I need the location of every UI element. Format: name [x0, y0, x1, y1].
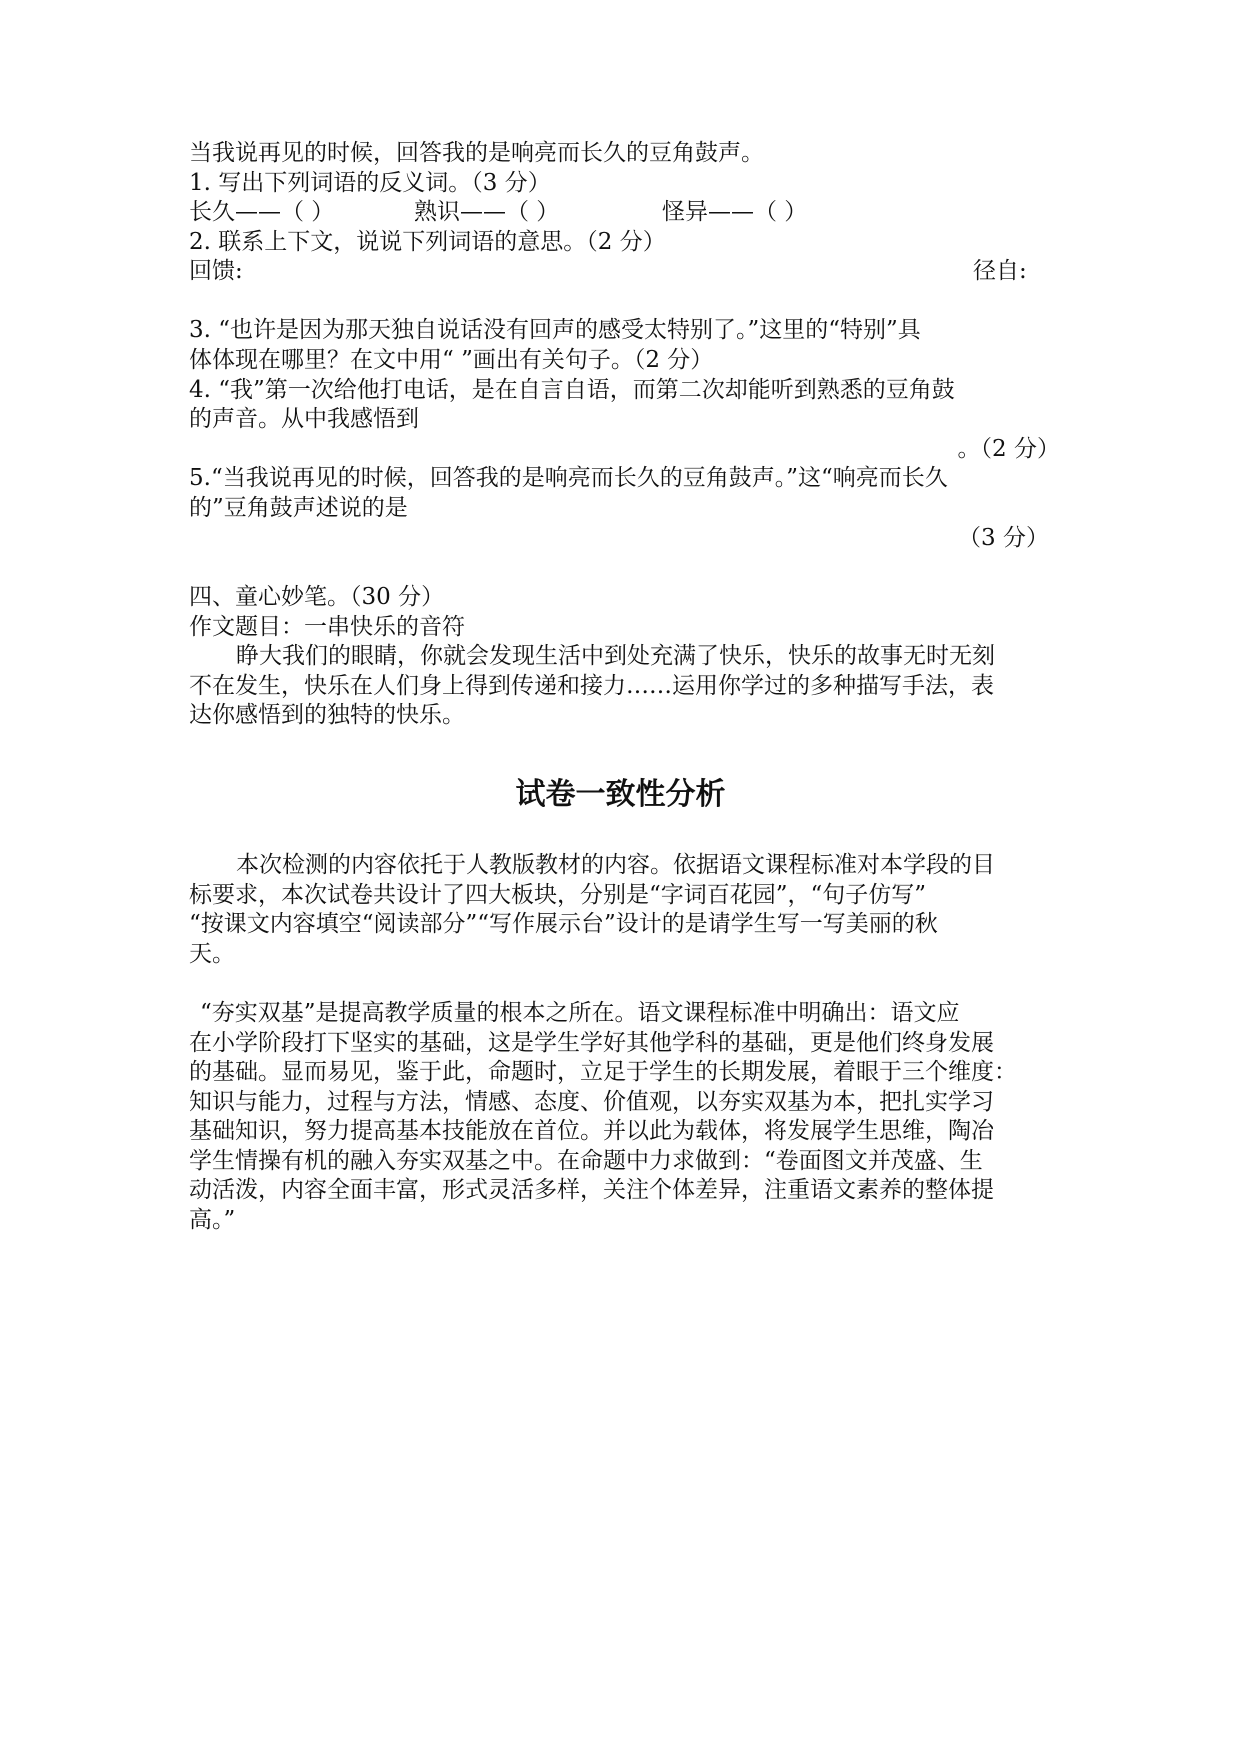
question-4-line-1: 4. “我”第一次给他打电话，是在自言自语，而第二次却能听到熟悉的豆角鼓: [189, 377, 955, 403]
word-huikui: 回馈:: [189, 258, 243, 284]
question-4-score: 。（2 分）: [957, 436, 1060, 462]
word-jingzi: 径自:: [973, 258, 1027, 284]
question-1-antonyms: [189, 197, 1059, 227]
analysis-para-1-line-3: “按课文内容填空“阅读部分”“写作展示台”设计的是请学生写一写美丽的秋: [189, 911, 938, 937]
question-3-line-1: 3. “也许是因为那天独自说话没有回声的感受太特别了。”这里的“特别”具: [189, 317, 921, 343]
question-2-prompt: 2. 联系上下文，说说下列词语的意思。（2 分）: [189, 229, 666, 255]
analysis-para-2-line-8: 高。”: [189, 1207, 236, 1233]
antonym-pair-3: 怪异——（ ）: [662, 199, 808, 225]
question-5-score: （3 分）: [958, 525, 1049, 551]
question-3-line-2: 体体现在哪里？在文中用“ ”画出有关句子。（2 分）: [189, 347, 714, 373]
analysis-para-2-line-5: 基础知识，努力提高基本技能放在首位。并以此为载体，将发展学生思维，陶冶: [189, 1118, 994, 1144]
question-2-words: [189, 256, 1059, 286]
analysis-para-2-line-7: 动活泼，内容全面丰富，形式灵活多样，关注个体差异，注重语文素养的整体提: [189, 1177, 994, 1203]
question-5-line-1: 5.“当我说再见的时候，回答我的是响亮而长久的豆角鼓声。”这“响亮而长久: [189, 465, 948, 491]
question-4-line-2: 的声音。从中我感悟到: [189, 406, 419, 432]
essay-topic: 作文题目：一串快乐的音符: [189, 614, 465, 640]
antonym-pair-1: 长久——（ ）: [189, 199, 335, 225]
analysis-para-1-line-1: 本次检测的内容依托于人教版教材的内容。依据语文课程标准对本学段的目: [236, 852, 995, 878]
essay-instruction-line-1: 睁大我们的眼睛，你就会发现生活中到处充满了快乐，快乐的故事无时无刻: [236, 643, 995, 669]
analysis-para-2-line-1: “夯实双基”是提高教学质量的根本之所在。语文课程标准中明确出：语文应: [200, 1000, 960, 1026]
analysis-para-2-line-6: 学生情操有机的融入夯实双基之中。在命题中力求做到：“卷面图文并茂盛、生: [189, 1148, 983, 1174]
analysis-para-2-line-4: 知识与能力，过程与方法，情感、态度、价值观，以夯实双基为本，把扎实学习: [189, 1089, 994, 1115]
analysis-para-1-line-2: 标要求，本次试卷共设计了四大板块，分别是“字词百花园”，“句子仿写”: [189, 882, 927, 908]
section-4-heading: 四、童心妙笔。（30 分）: [189, 584, 445, 610]
analysis-para-2-line-3: 的基础。显而易见，鉴于此，命题时，立足于学生的长期发展，着眼于三个维度：: [189, 1059, 1017, 1085]
question-1-prompt: 1. 写出下列词语的反义词。（3 分）: [189, 170, 551, 196]
analysis-title: 试卷一致性分析: [515, 777, 726, 812]
essay-instruction-line-3: 达你感悟到的独特的快乐。: [189, 702, 465, 728]
antonym-pair-2: 熟识——（ ）: [414, 199, 560, 225]
essay-instruction-line-2: 不在发生，快乐在人们身上得到传递和接力……运用你学过的多种描写手法，表: [189, 673, 994, 699]
passage-last-line: 当我说再见的时候，回答我的是响亮而长久的豆角鼓声。: [189, 140, 764, 166]
analysis-para-2-line-2: 在小学阶段打下坚实的基础，这是学生学好其他学科的基础，更是他们终身发展: [189, 1030, 994, 1056]
question-5-line-2: 的”豆角鼓声述说的是: [189, 495, 408, 521]
analysis-para-1-line-4: 天。: [189, 941, 235, 967]
